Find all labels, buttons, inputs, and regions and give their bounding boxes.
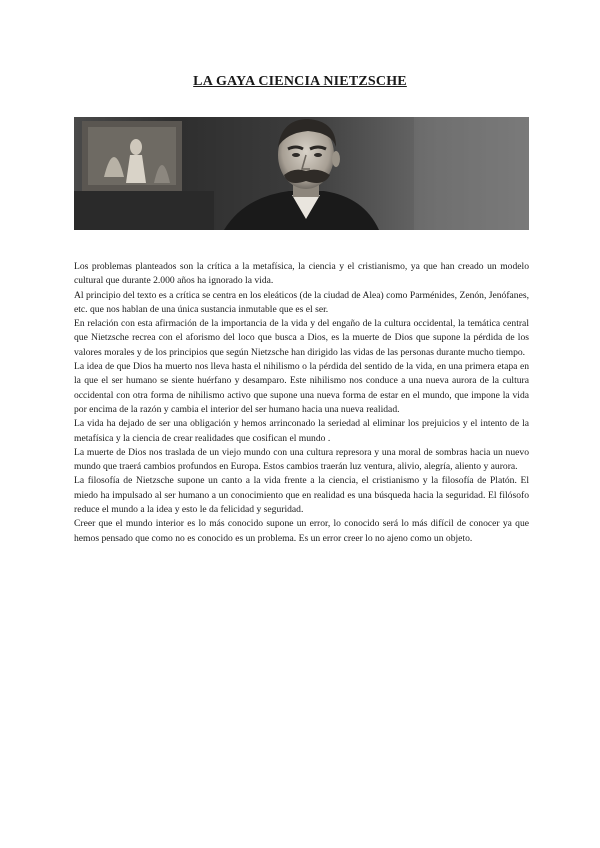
document-body xyxy=(74,260,529,546)
paragraph: Creer que el mundo interior es lo más conocido supone un error, lo conocido será lo más difícil de conocer ya que hemos pensado que como no es conocido es un problema. Es un error creer lo no ajeno como un objeto. xyxy=(74,518,529,544)
portrait-photo xyxy=(74,117,529,230)
paragraph: La muerte de Dios nos traslada de un viejo mundo con una cultura represora y una moral de sombras hacia un nuevo mundo que traerá cambios profundos en Europa. Estos cambios traerán luz ventura, alivio, alegría, aliento y aurora. xyxy=(74,446,529,473)
document-title: LA GAYA CIENCIA NIETZSCHE xyxy=(193,74,407,89)
paragraph: Al principio del texto es a crítica se centra en los eleáticos (de la ciudad de Alea) como Parménides, Zenón, Jenófanes, etc. que nos hablan de una única sustancia inmutable que es el ser. xyxy=(74,289,529,315)
paragraph: La filosofía de Nietzsche supone un canto a la vida frente a la ciencia, el cristianismo y la filosofía de Platón. El miedo ha impulsado al ser humano a un conocimiento que en realidad es una búsqueda hacia la seguridad. El filósofo reduce el mundo a la idea y esto le da felicidad y seguridad. xyxy=(74,475,529,516)
paragraph: La idea de que Dios ha muerto nos lleva hasta el nihilismo o la pérdida del sentido de la vida, en una primera etapa en la que el ser humano se siente huérfano y desamparo. Este nihilismo nos conduce a una nueva aurora de la cultura occidental con otra forma de nihilismo activo que supone una nueva forma de estar en el mundo, que impone la vida por encima de la razón y cambia el interior del ser humano hacia una nueva realidad. xyxy=(74,361,529,415)
portrait-illustration xyxy=(74,117,529,230)
paragraph: En relación con esta afirmación de la importancia de la vida y del engaño de la cultura occidental, la temática central que Nietzsche recrea con el aforismo del loco que busca a Dios, es la muerte de Dios que supone la pérdida de los valores morales y de los principios que según Nietzsche han dirigido las vidas de las personas durante mucho tiempo. xyxy=(74,318,529,358)
paragraph: Los problemas planteados son la crítica a la metafísica, la ciencia y el cristianismo, ya que han creado un modelo cultural que durante 2.000 años ha ignorado la vida. xyxy=(74,261,529,287)
paragraph: La vida ha dejado de ser una obligación y hemos arrinconado la seriedad al eliminar los prejuicios y el intento de la metafísica y la ciencia de crear realidades que cosifican el mundo . xyxy=(74,418,529,444)
